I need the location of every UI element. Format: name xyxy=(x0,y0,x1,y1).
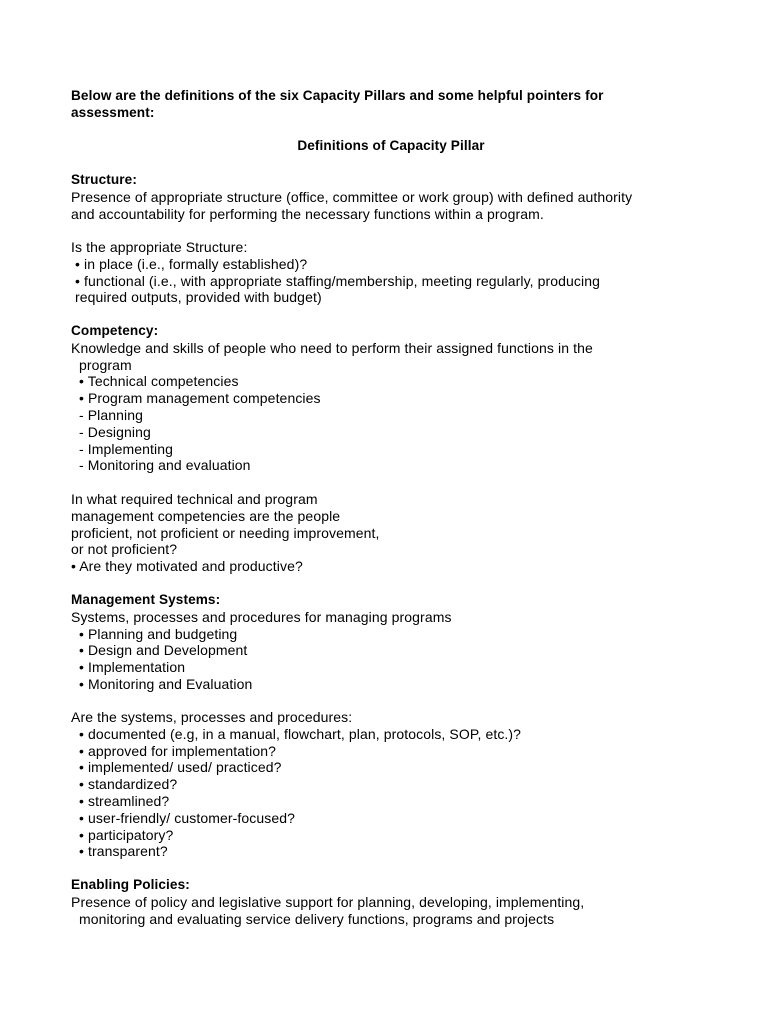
list-item: • Program management competencies xyxy=(71,390,321,407)
document-title-text: Definitions of Capacity Pillar xyxy=(297,138,485,153)
section-management-systems xyxy=(71,592,711,693)
question-line: management competencies are the people xyxy=(71,507,341,524)
question-line: proficient, not proficient or needing improvement, xyxy=(71,524,380,541)
section-heading: Enabling Policies: xyxy=(71,877,190,892)
list-item: • Design and Development xyxy=(71,642,248,659)
list-item: - Designing xyxy=(71,423,151,440)
management-questions xyxy=(71,709,711,860)
question-line: • Are they motivated and productive? xyxy=(71,558,303,575)
list-item: • documented (e.g, in a manual, flowchart, plan, protocols, SOP, etc.)? xyxy=(71,725,522,742)
list-item: - Planning xyxy=(71,406,144,423)
definition-line: Presence of appropriate structure (office, committee or work group) with defined authority xyxy=(71,188,633,205)
intro-paragraph xyxy=(71,88,711,122)
list-item: • Technical competencies xyxy=(71,373,239,390)
list-item: • implemented/ used/ practiced? xyxy=(71,759,282,776)
list-item: - Monitoring and evaluation xyxy=(71,457,251,474)
structure-questions xyxy=(71,239,711,306)
question-line: In what required technical and program xyxy=(71,491,318,507)
list-item: • Monitoring and Evaluation xyxy=(71,675,253,692)
section-heading: Competency: xyxy=(71,323,159,338)
list-item: required outputs, provided with budget) xyxy=(71,289,322,306)
intro-line: assessment: xyxy=(71,104,155,120)
list-item: • approved for implementation? xyxy=(71,742,276,759)
competency-questions xyxy=(71,491,711,575)
definition-line: Systems, processes and procedures for managing programs xyxy=(71,608,452,625)
list-item: • Implementation xyxy=(71,659,186,676)
question-line: or not proficient? xyxy=(71,541,178,558)
list-item: • streamlined? xyxy=(71,792,170,809)
list-item: • functional (i.e., with appropriate staffing/membership, meeting regularly, producing xyxy=(71,272,601,289)
list-item: • standardized? xyxy=(71,776,178,793)
document-title xyxy=(71,138,711,155)
section-structure xyxy=(71,172,711,222)
list-item: • Planning and budgeting xyxy=(71,625,238,642)
definition-line: program xyxy=(71,356,132,373)
list-item: • user-friendly/ customer-focused? xyxy=(71,809,296,826)
section-heading: Structure: xyxy=(71,172,137,187)
definition-line: Knowledge and skills of people who need to perform their assigned functions in the xyxy=(71,339,593,356)
definition-line: Presence of policy and legislative support for planning, developing, implementing, xyxy=(71,893,585,910)
list-item: • in place (i.e., formally established)? xyxy=(71,255,308,272)
section-enabling-policies xyxy=(71,877,711,927)
question-line: Is the appropriate Structure: xyxy=(71,239,248,255)
list-item: - Implementing xyxy=(71,440,173,457)
list-item: • participatory? xyxy=(71,826,174,843)
section-competency xyxy=(71,323,711,474)
list-item: • transparent? xyxy=(71,843,168,860)
definition-line: monitoring and evaluating service delivery functions, programs and projects xyxy=(71,910,555,927)
question-line: Are the systems, processes and procedures: xyxy=(71,709,353,725)
definition-line: and accountability for performing the necessary functions within a program. xyxy=(71,205,544,222)
intro-line: Below are the definitions of the six Capacity Pillars and some helpful pointers for xyxy=(71,88,604,103)
section-heading: Management Systems: xyxy=(71,592,221,607)
